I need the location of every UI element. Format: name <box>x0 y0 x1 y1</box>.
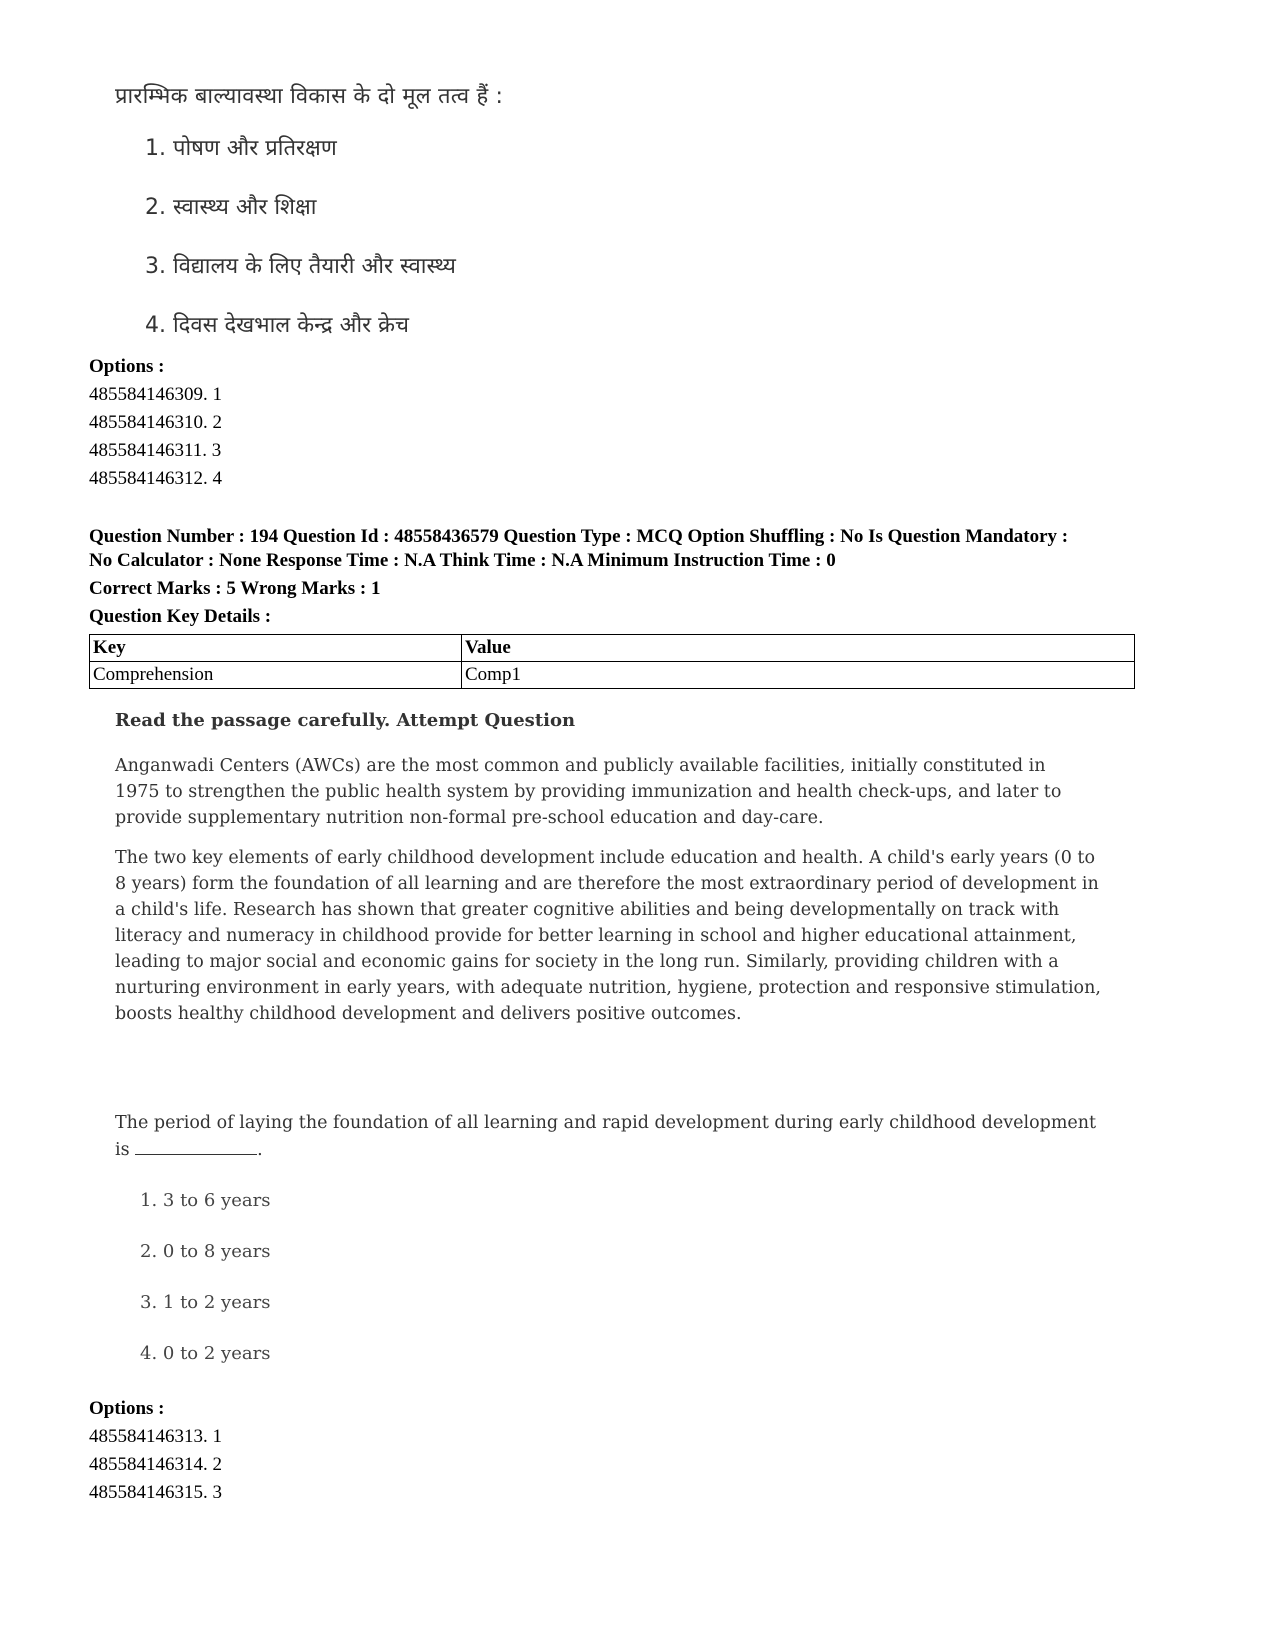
table-row <box>90 662 1135 689</box>
passage-line: nurturing environment in early years, with adequate nutrition, hygiene, protection and responsive stimulation, <box>115 978 1101 998</box>
hindi-question-block <box>115 80 815 368</box>
question-marks: Correct Marks : 5 Wrong Marks : 1 <box>89 578 381 599</box>
passage-line: boosts healthy childhood development and delivers positive outcomes. <box>115 1004 742 1024</box>
option-id-item: 485584146309. 1 <box>89 384 222 405</box>
passage-line: Anganwadi Centers (AWCs) are the most common and publicly available facilities, initially constituted in <box>115 756 1046 776</box>
table-cell-key: Comprehension <box>90 662 462 689</box>
passage-paragraph-1 <box>115 753 1115 831</box>
answer-option-3: 3. 1 to 2 years <box>140 1292 271 1313</box>
question-line-2 <box>115 1136 1115 1163</box>
options-title: Options : <box>89 356 165 377</box>
hindi-option-2: 2. स्वास्थ्य और शिक्षा <box>145 195 317 220</box>
passage-line: a child's life. Research has shown that greater cognitive abilities and being developmentally on track with <box>115 900 1060 920</box>
hindi-question-intro: प्रारम्भिक बाल्यावस्था विकास के दो मूल तत्व हैं : <box>115 84 504 109</box>
table-cell-value: Comp1 <box>462 662 1135 689</box>
hindi-option-1: 1. पोषण और प्रतिरक्षण <box>145 136 337 161</box>
option-id-item: 485584146310. 2 <box>89 412 222 433</box>
question-line-2-prefix: is <box>115 1140 130 1160</box>
passage-line: literacy and numeracy in childhood provide for better learning in school and higher educational attainment, <box>115 926 1077 946</box>
passage-paragraph-2 <box>115 845 1115 1027</box>
question-line-1: The period of laying the foundation of all learning and rapid development during early childhood development <box>115 1113 1097 1133</box>
passage-line: provide supplementary nutrition non-formal pre-school education and day-care. <box>115 808 824 828</box>
question-metadata <box>89 525 1179 629</box>
answer-option-4: 4. 0 to 2 years <box>140 1343 271 1364</box>
answer-option-2: 2. 0 to 8 years <box>140 1241 271 1262</box>
question-line-2-suffix: . <box>257 1140 263 1160</box>
passage-title: Read the passage carefully. Attempt Question <box>115 710 576 731</box>
options-title: Options : <box>89 1398 165 1419</box>
question-meta-line-1: Question Number : 194 Question Id : 48558436579 Question Type : MCQ Option Shuffling : No Is Question Mandatory : <box>89 526 1069 547</box>
option-id-item: 485584146311. 3 <box>89 440 222 461</box>
comprehension-passage <box>115 710 1115 1041</box>
question-text <box>115 1110 1115 1163</box>
table-header-key: Key <box>90 635 462 662</box>
question-meta-line-2: No Calculator : None Response Time : N.A Think Time : N.A Minimum Instruction Time : 0 <box>89 550 836 571</box>
option-id-item: 485584146312. 4 <box>89 468 222 489</box>
hindi-option-3: 3. विद्यालय के लिए तैयारी और स्वास्थ्य <box>145 254 456 279</box>
hindi-option-4: 4. दिवस देखभाल केन्द्र और क्रेच <box>145 313 409 338</box>
answer-blank <box>135 1136 257 1155</box>
options-list-2 <box>89 1395 222 1507</box>
passage-line: 1975 to strengthen the public health system by providing immunization and health check-ups, and later to <box>115 782 1062 802</box>
key-details-title: Question Key Details : <box>89 606 272 627</box>
option-id-item: 485584146315. 3 <box>89 1482 222 1503</box>
option-id-item: 485584146313. 1 <box>89 1426 222 1447</box>
passage-line: 8 years) form the foundation of all learning and are therefore the most extraordinary period of development in <box>115 874 1099 894</box>
options-list-1 <box>89 353 222 493</box>
key-details-table <box>89 634 1135 689</box>
table-header-value: Value <box>462 635 1135 662</box>
passage-line: The two key elements of early childhood development include education and health. A child's early years (0 to <box>115 848 1095 868</box>
answer-option-1: 1. 3 to 6 years <box>140 1190 271 1211</box>
table-header-row <box>90 635 1135 662</box>
option-id-item: 485584146314. 2 <box>89 1454 222 1475</box>
passage-line: leading to major social and economic gains for society in the long run. Similarly, providing children with a <box>115 952 1059 972</box>
